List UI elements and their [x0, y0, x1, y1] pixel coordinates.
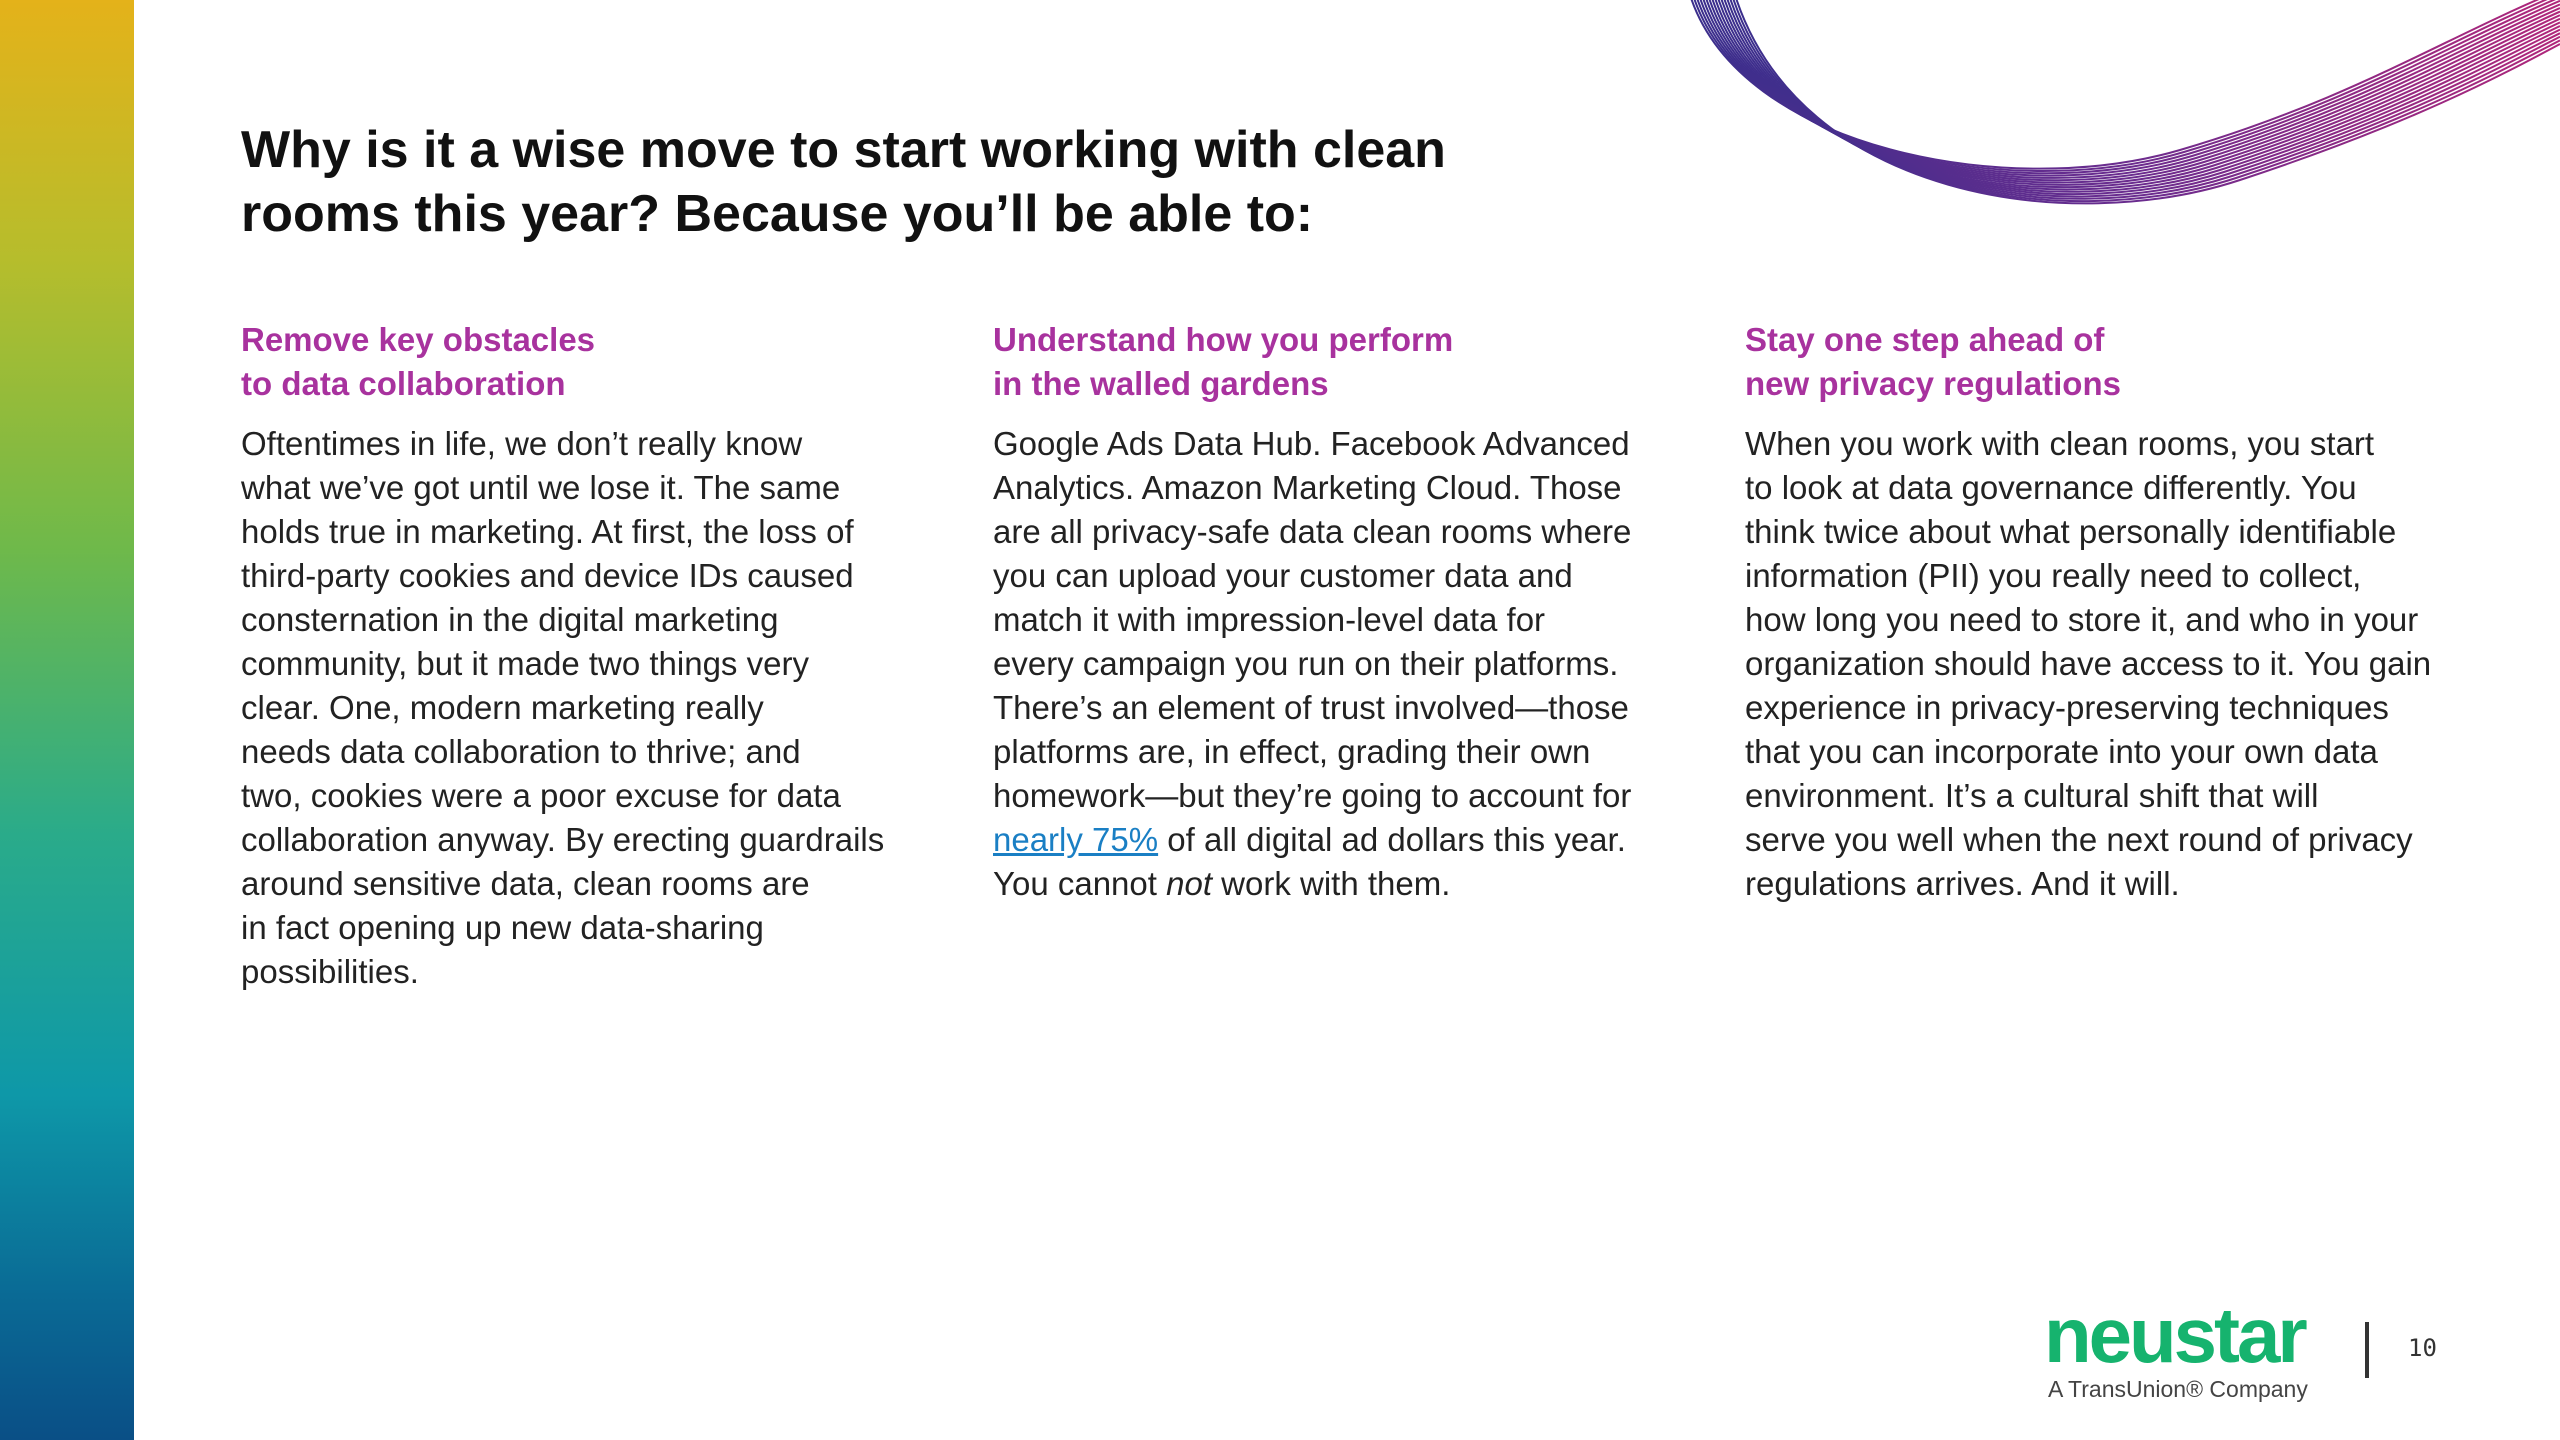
body-line: every campaign you run on their platforms.: [993, 645, 1619, 682]
link-line-rest: of all digital ad dollars this year.: [1158, 821, 1626, 858]
column-walled-gardens: [993, 318, 1683, 906]
heading-line: to data collaboration: [241, 365, 566, 402]
column-privacy: [1745, 318, 2435, 906]
heading-line: Understand how you perform: [993, 321, 1454, 358]
column-body: [993, 422, 1683, 906]
page-divider: [2365, 1322, 2369, 1378]
body-line: serve you well when the next round of privacy: [1745, 821, 2413, 858]
body-line: There’s an element of trust involved—those: [993, 689, 1629, 726]
nearly-75-percent-link[interactable]: nearly 75%: [993, 821, 1159, 858]
wave-line: [1729, 0, 2560, 199]
logo-subtitle: A TransUnion® Company: [2048, 1376, 2308, 1402]
decorative-waves: [1680, 0, 2560, 250]
last-line-after: work with them.: [1211, 865, 1451, 902]
wave-line: [1714, 0, 2560, 187]
body-line-last: [993, 862, 1683, 906]
neustar-logo: [2044, 1291, 2324, 1402]
body-line: Oftentimes in life, we don’t really know: [241, 425, 803, 462]
body-line: environment. It’s a cultural shift that will: [1745, 777, 2319, 814]
body-line: are all privacy-safe data clean rooms where: [993, 513, 1632, 550]
body-line: When you work with clean rooms, you start: [1745, 425, 2375, 462]
emphasis-not: not: [1166, 865, 1212, 902]
column-body: [241, 422, 931, 994]
body-line: two, cookies were a poor excuse for data: [241, 777, 841, 814]
body-line: around sensitive data, clean rooms are: [241, 865, 810, 902]
body-line: collaboration anyway. By erecting guardrails: [241, 821, 885, 858]
body-line: think twice about what personally identifiable: [1745, 513, 2397, 550]
heading-line: in the walled gardens: [993, 365, 1329, 402]
body-line: consternation in the digital marketing: [241, 601, 779, 638]
body-line: third-party cookies and device IDs caused: [241, 557, 854, 594]
column-heading: [993, 318, 1683, 406]
body-line: needs data collaboration to thrive; and: [241, 733, 801, 770]
body-line: holds true in marketing. At first, the loss of: [241, 513, 854, 550]
body-line: match it with impression-level data for: [993, 601, 1546, 638]
heading-line: new privacy regulations: [1745, 365, 2121, 402]
body-line: you can upload your customer data and: [993, 557, 1573, 594]
column-heading: [1745, 318, 2435, 406]
body-line: how long you need to store it, and who in your: [1745, 601, 2419, 638]
body-line: information (PII) you really need to collect,: [1745, 557, 2362, 594]
body-line: to look at data governance differently. You: [1745, 469, 2357, 506]
body-line: Analytics. Amazon Marketing Cloud. Those: [993, 469, 1622, 506]
wave-line: [1696, 0, 2560, 173]
body-line: that you can incorporate into your own data: [1745, 733, 2378, 770]
body-line: platforms are, in effect, grading their own: [993, 733, 1591, 770]
column-body: [1745, 422, 2435, 906]
body-line: Google Ads Data Hub. Facebook Advanced: [993, 425, 1630, 462]
page-headline: [241, 118, 1491, 246]
body-line: possibilities.: [241, 953, 419, 990]
column-heading: [241, 318, 931, 406]
heading-line: Remove key obstacles: [241, 321, 596, 358]
body-line: clear. One, modern marketing really: [241, 689, 764, 726]
headline-line-2: rooms this year? Because you’ll be able to:: [241, 185, 1314, 243]
gradient-side-bar: [0, 0, 134, 1440]
page-number: 10: [2408, 1334, 2437, 1362]
headline-line-1: Why is it a wise move to start working with clean: [241, 121, 1446, 179]
body-line: what we’ve got until we lose it. The same: [241, 469, 841, 506]
body-line: experience in privacy-preserving techniques: [1745, 689, 2389, 726]
body-line: organization should have access to it. You gain: [1745, 645, 2432, 682]
body-line: homework—but they’re going to account for: [993, 777, 1632, 814]
wave-line: [1705, 0, 2560, 180]
body-line: in fact opening up new data-sharing: [241, 909, 764, 946]
body-line: regulations arrives. And it will.: [1745, 865, 2180, 902]
column-obstacles: [241, 318, 931, 994]
heading-line: Stay one step ahead of: [1745, 321, 2105, 358]
logo-wordmark: neustar: [2044, 1291, 2305, 1379]
body-line: community, but it made two things very: [241, 645, 809, 682]
body-line-with-link: [993, 818, 1683, 862]
last-line-before: You cannot: [993, 865, 1167, 902]
